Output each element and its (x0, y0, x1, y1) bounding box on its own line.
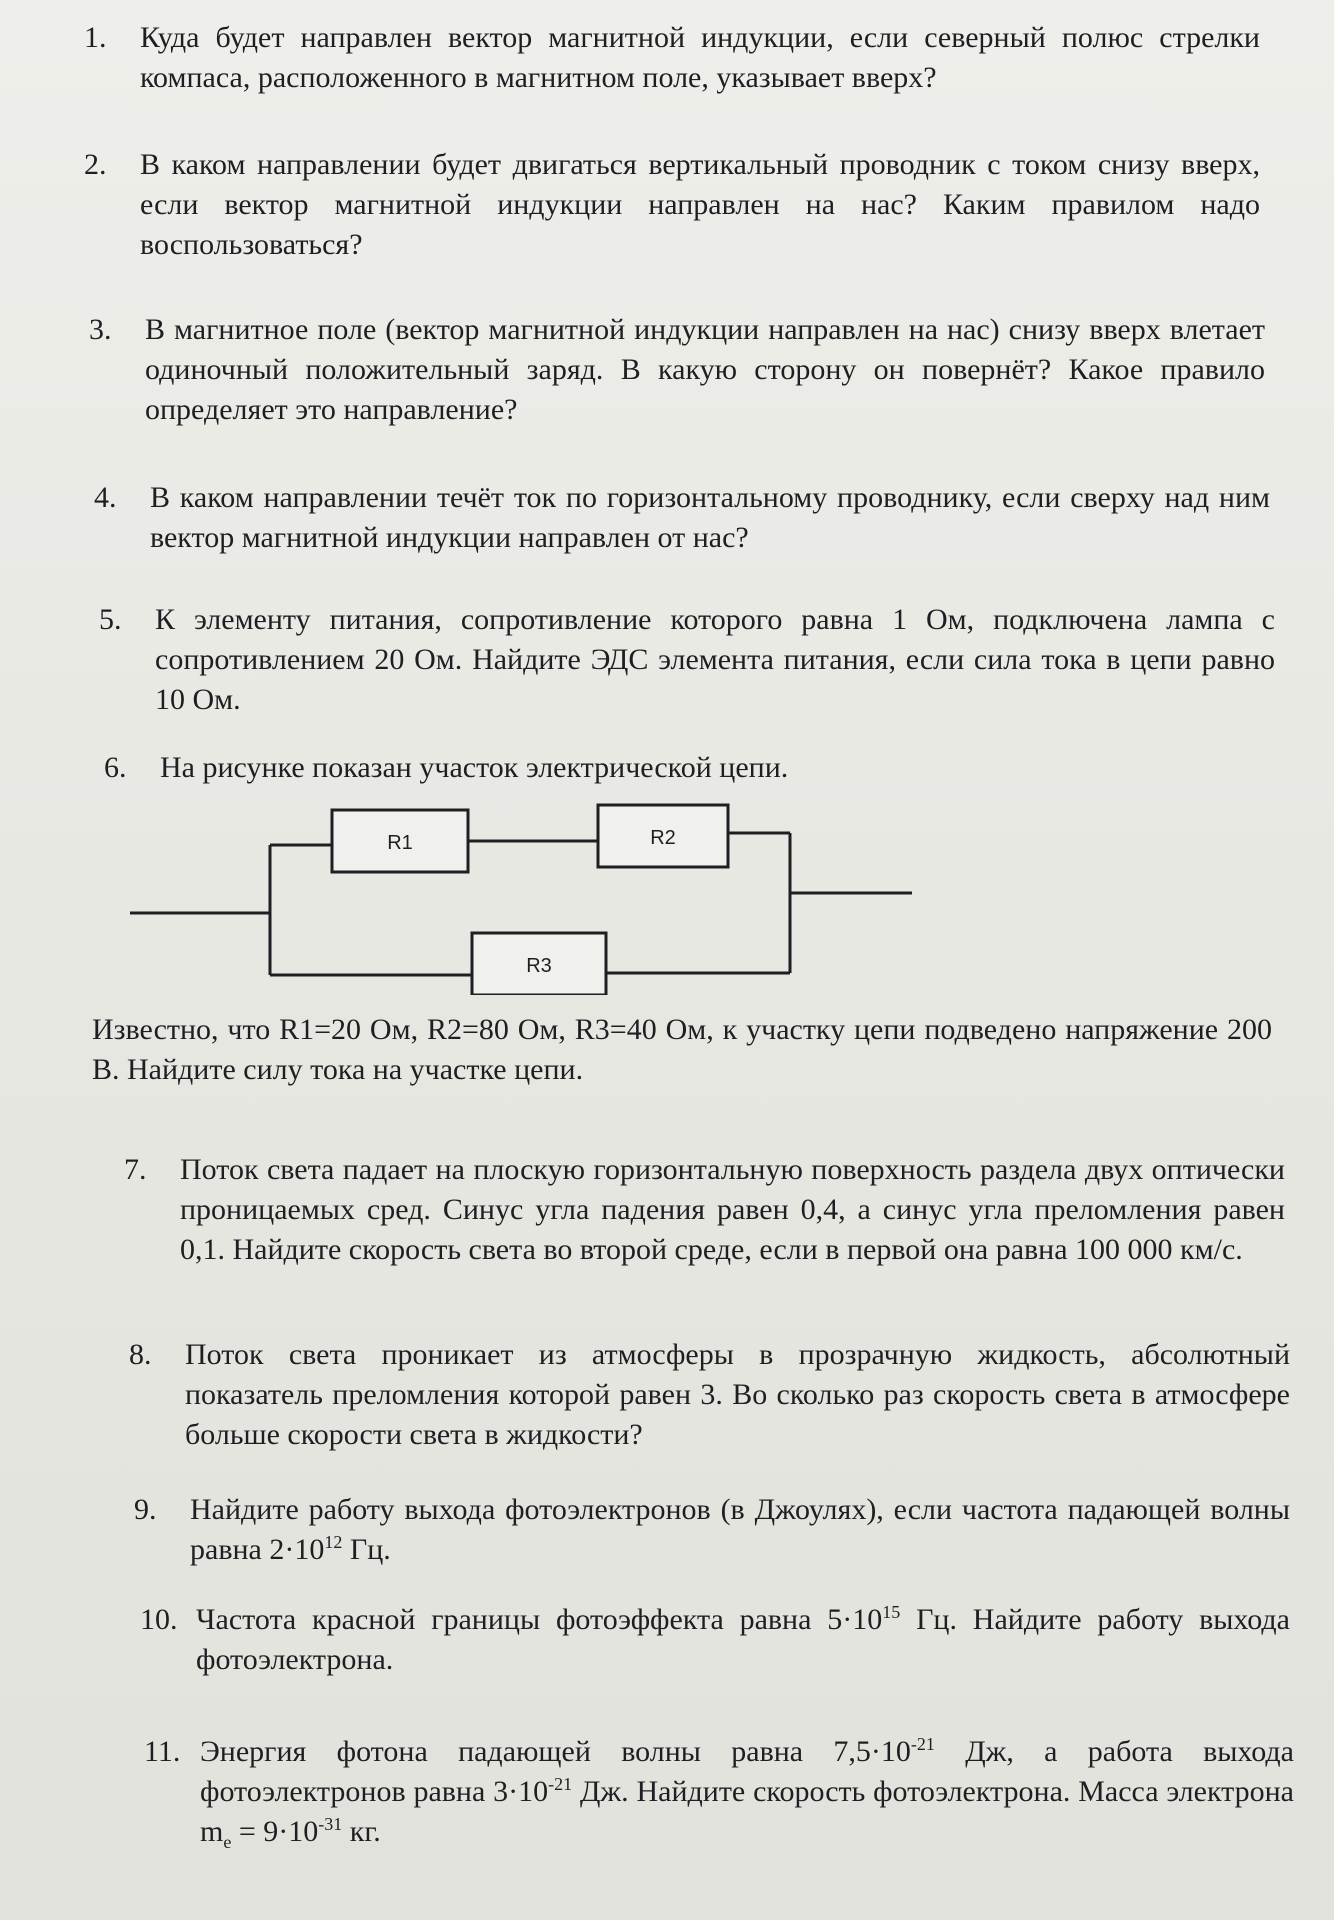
question-number: 2. (84, 148, 107, 181)
question-number: 4. (94, 481, 117, 514)
question-11 (144, 1732, 1294, 1852)
question-text: К элементу питания, сопротивление которого равна 1 Ом, подключена лампа с сопротивлением 20 Ом. Найдите ЭДС элемента питания, если сила тока в цепи равно 10 Ом. (155, 603, 1275, 716)
question-10 (140, 1600, 1290, 1680)
question-number: 3. (89, 313, 112, 346)
question-2 (84, 145, 1260, 265)
question-text: Найдите работу выхода фотоэлектронов (в Джоулях), если частота падающей волны равна $2\cdot 10^{12}$ Гц. (190, 1493, 1290, 1566)
circuit-caption: Известно, что R1=20 Ом, R2=80 Ом, R3=40 Ом, к участку цепи подведено напряжение 200 В. Найдите силу тока на участке цепи. (92, 1013, 1272, 1086)
question-number: 5. (99, 603, 122, 636)
question-8 (129, 1335, 1290, 1455)
question-4 (94, 478, 1270, 558)
question-text: В каком направлении будет двигаться вертикальный проводник с током снизу вверх, если вектор магнитной индукции направлен на нас? Каким правилом надо воспользоваться? (140, 148, 1260, 261)
question-number: 1. (84, 21, 107, 54)
question-number: 7. (124, 1153, 147, 1186)
r1-label: R1 (387, 832, 413, 854)
question-7 (124, 1150, 1285, 1270)
question-text: Энергия фотона падающей волны равна $7,5\cdot 10^{-21}$ Дж, а работа выхода фотоэлектронов равна $3\cdot 10^{-21}$ Дж. Найдите скорость фотоэлектрона. Масса электрона $m_e = 9\cdot 10^{-31}$ кг. (200, 1734, 1294, 1852)
question-number: 9. (134, 1493, 157, 1526)
question-text: Поток света падает на плоскую горизонтальную поверхность раздела двух оптически проницаемых сред. Синус угла падения равен 0,4, а синус угла преломления равен 0,1. Найдите скорость света во второй среде, если в первой она равна 100 000 км/с. (180, 1153, 1285, 1266)
question-number: 11. (144, 1735, 181, 1768)
r3-label: R3 (526, 955, 552, 977)
question-number: 8. (129, 1338, 152, 1371)
question-1 (84, 18, 1260, 98)
question-text: Куда будет направлен вектор магнитной индукции, если северный полюс стрелки компаса, расположенного в магнитном поле, указывает вверх? (140, 21, 1260, 94)
question-number: 10. (140, 1603, 178, 1636)
question-text: Частота красной границы фотоэффекта равна $5\cdot 10^{15}$ Гц. Найдите работу выхода фотоэлектрона. (196, 1602, 1290, 1676)
circuit-diagram (120, 795, 940, 995)
question-5 (99, 600, 1275, 720)
question-number: 6. (104, 751, 127, 784)
question-9 (134, 1490, 1290, 1570)
r2-label: R2 (650, 827, 676, 849)
question-text: Поток света проникает из атмосферы в прозрачную жидкость, абсолютный показатель преломления которой равен 3. Во сколько раз скорость света в атмосфере больше скорости света в жидкости? (185, 1338, 1290, 1451)
question-6 (104, 748, 1160, 788)
question-text: В каком направлении течёт ток по горизонтальному проводнику, если сверху над ним вектор магнитной индукции направлен от нас? (150, 481, 1270, 554)
question-text: На рисунке показан участок электрической цепи. (160, 751, 789, 784)
question-text: В магнитное поле (вектор магнитной индукции направлен на нас) снизу вверх влетает одиночный положительный заряд. В какую сторону он повернёт? Какое правило определяет это направление? (145, 313, 1265, 426)
question-3 (89, 310, 1265, 430)
